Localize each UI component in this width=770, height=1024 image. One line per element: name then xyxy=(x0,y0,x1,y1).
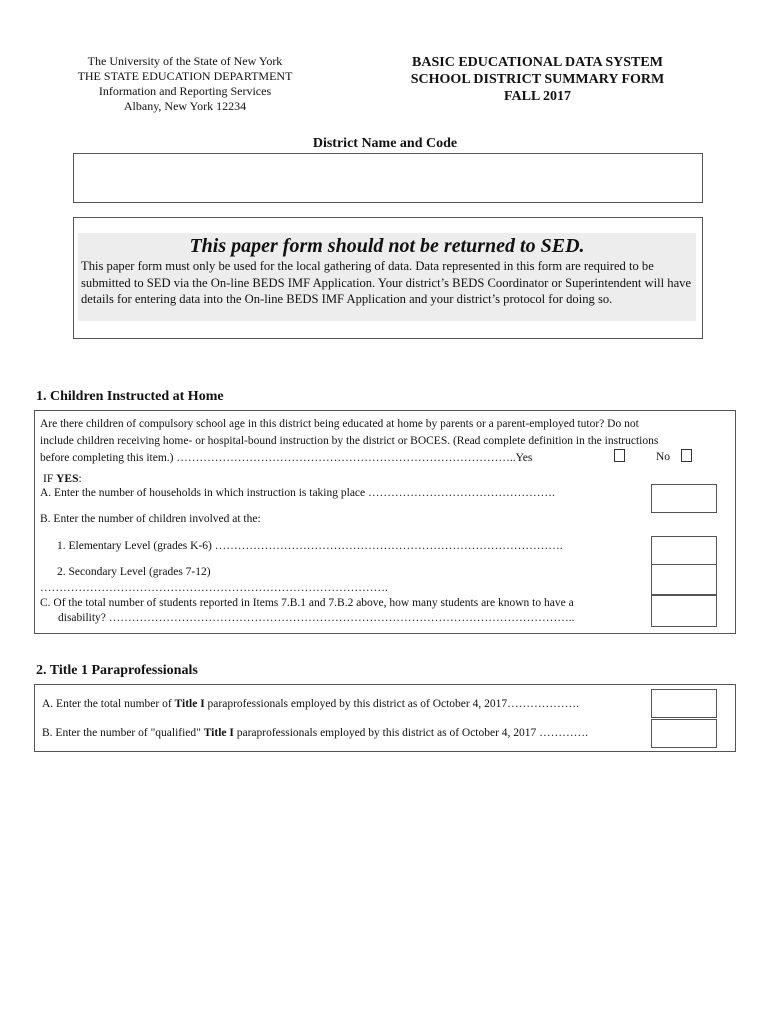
district-name-code-field[interactable] xyxy=(73,153,703,203)
disability-count-input[interactable] xyxy=(651,595,717,627)
yes-checkbox[interactable] xyxy=(614,449,625,462)
section-2-title: 2. Title 1 Paraprofessionals xyxy=(36,663,198,678)
notice-body: This paper form must only be used for the local gathering of data. Data represented in this form are required to be submitted to SED via the On-line BEDS IMF Application. Your district’s BEDS Coordinator or Superintendent will have details for entering data into the On-line BEDS IMF Application and your district’s protocol for doing so. xyxy=(81,259,692,306)
if-yes-label xyxy=(43,472,82,487)
form-title-line-3: FALL 2017 xyxy=(503,89,572,104)
item-1c-label-line-2: disability? ………………………………………………………………………………………………………….. xyxy=(58,612,575,624)
item-1b2-label: 2. Secondary Level (grades 7-12) xyxy=(57,566,211,578)
item-1b2-leader: ………………………………………………………………………………. xyxy=(40,582,388,594)
section-2-frame xyxy=(34,684,736,752)
item-1b-label: B. Enter the number of children involved at the: xyxy=(40,513,261,525)
district-label: District Name and Code xyxy=(312,136,458,151)
item-2b-bold: Title I xyxy=(203,727,234,739)
agency-line-1: The University of the State of New York xyxy=(87,54,283,68)
notice-title: This paper form should not be returned to SED. xyxy=(189,235,585,257)
title1-total-input[interactable] xyxy=(651,689,717,718)
if-yes-bold: YES xyxy=(56,473,79,485)
agency-line-3: Information and Reporting Services xyxy=(98,84,272,98)
item-2a-post: paraprofessionals employed by this district as of October 4, 2017………………. xyxy=(204,698,579,710)
item-2b-post: paraprofessionals employed by this district as of October 4, 2017 …………. xyxy=(233,727,589,739)
item-2a-bold: Title I xyxy=(174,698,205,710)
form-title-line-1: BASIC EDUCATIONAL DATA SYSTEM xyxy=(412,55,663,70)
title1-qualified-input[interactable] xyxy=(651,719,717,748)
form-title xyxy=(360,54,715,105)
item-2b-label xyxy=(42,726,588,741)
no-checkbox[interactable] xyxy=(681,449,692,462)
agency-line-2: THE STATE EDUCATION DEPARTMENT xyxy=(77,69,293,83)
if-yes-suffix: : xyxy=(78,473,82,485)
section-1-title: 1. Children Instructed at Home xyxy=(36,389,224,404)
secondary-count-input[interactable] xyxy=(651,564,717,595)
home-instruction-question: Are there children of compulsory school age in this district being educated at home by parents or a parent-employed tutor? Do not include children receiving home- or hospital-bound instruction by the district or BOCES. (Read complete definition in the instructions before completing this item.) ……………………………………………………………………………..Yes xyxy=(40,418,659,464)
elementary-count-input[interactable] xyxy=(651,536,717,565)
form-title-line-2: SCHOOL DISTRICT SUMMARY FORM xyxy=(410,72,665,87)
item-2a-pre: A. Enter the total number of xyxy=(42,698,175,710)
item-1a-label: A. Enter the number of households in which instruction is taking place …………………………………………. xyxy=(40,487,555,499)
item-1c-label-line-1: C. Of the total number of students reported in Items 7.B.1 and 7.B.2 above, how many students are known to have a xyxy=(40,597,574,609)
item-2b-pre: B. Enter the number of "qualified" xyxy=(42,727,204,739)
households-input[interactable] xyxy=(651,484,717,513)
no-label: No xyxy=(656,451,671,463)
item-1b1-label: 1. Elementary Level (grades K-6) ………………………………………………………………………………. xyxy=(57,540,563,552)
if-yes-prefix: IF xyxy=(43,473,57,485)
item-2a-label xyxy=(42,697,579,712)
agency-address xyxy=(40,54,330,114)
agency-line-4: Albany, New York 12234 xyxy=(123,99,247,113)
